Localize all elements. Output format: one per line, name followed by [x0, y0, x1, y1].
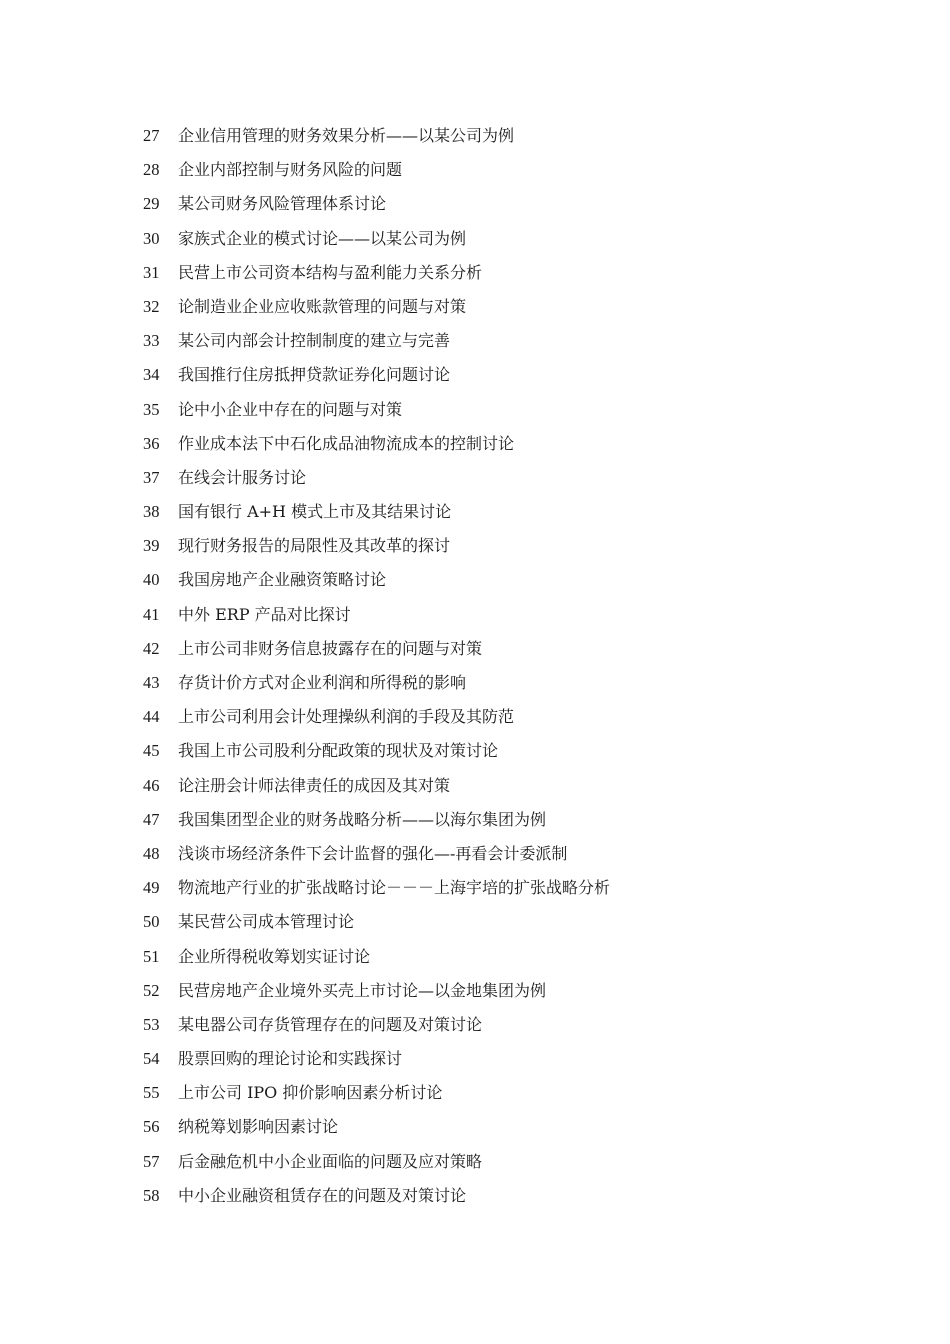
topic-title: 中小企业融资租赁存在的问题及对策讨论 — [178, 1185, 467, 1205]
list-item — [143, 157, 610, 191]
topic-title: 论中小企业中存在的问题与对策 — [178, 399, 403, 419]
topic-title: 论注册会计师法律责任的成因及其对策 — [178, 775, 451, 795]
topic-number: 37 — [143, 467, 160, 487]
list-item — [143, 533, 610, 567]
list-item — [143, 1080, 610, 1114]
topic-title: 企业内部控制与财务风险的问题 — [178, 160, 403, 180]
topic-number: 58 — [143, 1185, 160, 1205]
list-item — [143, 123, 610, 157]
topic-title: 某民营公司成本管理讨论 — [178, 912, 355, 932]
topic-title: 股票回购的理论讨论和实践探讨 — [178, 1049, 403, 1069]
list-item — [143, 191, 610, 225]
list-item — [143, 499, 610, 533]
list-item — [143, 944, 610, 978]
topic-number: 32 — [143, 296, 160, 316]
topic-title: 民营上市公司资本结构与盈利能力关系分析 — [178, 262, 483, 282]
list-item — [143, 807, 610, 841]
topic-number: 44 — [143, 707, 160, 727]
list-item — [143, 567, 610, 601]
list-item — [143, 1183, 610, 1217]
topic-title: 家族式企业的模式讨论——以某公司为例 — [178, 228, 467, 248]
topic-number: 45 — [143, 741, 160, 761]
list-item — [143, 328, 610, 362]
list-item — [143, 602, 610, 636]
topic-number: 46 — [143, 775, 160, 795]
topic-title: 上市公司非财务信息披露存在的问题与对策 — [178, 638, 483, 658]
topic-list — [143, 123, 610, 1217]
list-item — [143, 1012, 610, 1046]
topic-title: 上市公司 IPO 抑价影响因素分析讨论 — [178, 1083, 443, 1103]
topic-title: 作业成本法下中石化成品油物流成本的控制讨论 — [178, 433, 515, 453]
list-item — [143, 294, 610, 328]
topic-number: 43 — [143, 673, 160, 692]
list-item — [143, 1114, 610, 1148]
topic-number: 28 — [143, 160, 160, 180]
list-item — [143, 841, 610, 875]
topic-number: 42 — [143, 638, 160, 658]
list-item — [143, 397, 610, 431]
topic-title: 论制造业企业应收账款管理的问题与对策 — [178, 296, 467, 316]
list-item — [143, 704, 610, 738]
topic-title: 某公司财务风险管理体系讨论 — [178, 194, 387, 214]
topic-title: 我国房地产企业融资策略讨论 — [178, 570, 387, 590]
topic-number: 36 — [143, 433, 160, 453]
list-item — [143, 773, 610, 807]
topic-number: 54 — [143, 1049, 160, 1069]
topic-number: 49 — [143, 878, 160, 898]
list-item — [143, 362, 610, 396]
list-item — [143, 909, 610, 943]
topic-number: 53 — [143, 1014, 160, 1034]
topic-title: 某公司内部会计控制制度的建立与完善 — [178, 331, 451, 351]
topic-title: 我国推行住房抵押贷款证券化问题讨论 — [178, 365, 451, 385]
topic-title: 上市公司利用会计处理操纵利润的手段及其防范 — [178, 707, 515, 727]
list-item — [143, 465, 610, 499]
list-item — [143, 1046, 610, 1080]
topic-number: 52 — [143, 980, 160, 1000]
list-item — [143, 738, 610, 772]
topic-number: 55 — [143, 1083, 160, 1103]
topic-number: 56 — [143, 1117, 160, 1137]
topic-number: 35 — [143, 399, 160, 419]
topic-number: 29 — [143, 194, 160, 214]
topic-title: 我国上市公司股利分配政策的现状及对策讨论 — [178, 741, 499, 761]
topic-number: 40 — [143, 570, 160, 590]
topic-number: 30 — [143, 228, 160, 248]
topic-number: 38 — [143, 502, 160, 522]
topic-title: 现行财务报告的局限性及其改革的探讨 — [178, 536, 451, 556]
topic-title: 民营房地产企业境外买壳上市讨论—以金地集团为例 — [178, 980, 547, 1000]
topic-number: 31 — [143, 262, 160, 282]
topic-title: 后金融危机中小企业面临的问题及应对策略 — [178, 1151, 483, 1171]
topic-number: 41 — [143, 604, 160, 624]
topic-number: 27 — [143, 126, 160, 145]
topic-title: 我国集团型企业的财务战略分析——以海尔集团为例 — [178, 809, 547, 829]
list-item — [143, 875, 610, 909]
list-item — [143, 978, 610, 1012]
topic-title: 存货计价方式对企业利润和所得税的影响 — [178, 673, 467, 692]
list-item — [143, 670, 610, 704]
list-item — [143, 226, 610, 260]
list-item — [143, 1149, 610, 1183]
topic-title: 在线会计服务讨论 — [178, 467, 307, 487]
topic-number: 39 — [143, 536, 160, 556]
topic-title: 中外 ERP 产品对比探讨 — [178, 604, 351, 624]
topic-title: 纳税筹划影响因素讨论 — [178, 1117, 339, 1137]
topic-title: 浅谈市场经济条件下会计监督的强化—-再看会计委派制 — [178, 843, 568, 863]
topic-number: 51 — [143, 946, 160, 966]
topic-number: 57 — [143, 1151, 160, 1171]
topic-number: 33 — [143, 331, 160, 351]
topic-title: 物流地产行业的扩张战略讨论－－－上海宇培的扩张战略分析 — [178, 878, 611, 898]
topic-title: 企业信用管理的财务效果分析——以某公司为例 — [178, 126, 515, 145]
list-item — [143, 260, 610, 294]
list-item — [143, 431, 610, 465]
topic-number: 48 — [143, 843, 160, 863]
topic-number: 34 — [143, 365, 160, 385]
topic-title: 企业所得税收筹划实证讨论 — [178, 946, 371, 966]
topic-number: 47 — [143, 809, 160, 829]
topic-number: 50 — [143, 912, 160, 932]
topic-title: 国有银行 A+H 模式上市及其结果讨论 — [178, 502, 452, 522]
list-item — [143, 636, 610, 670]
topic-title: 某电器公司存货管理存在的问题及对策讨论 — [178, 1014, 483, 1034]
